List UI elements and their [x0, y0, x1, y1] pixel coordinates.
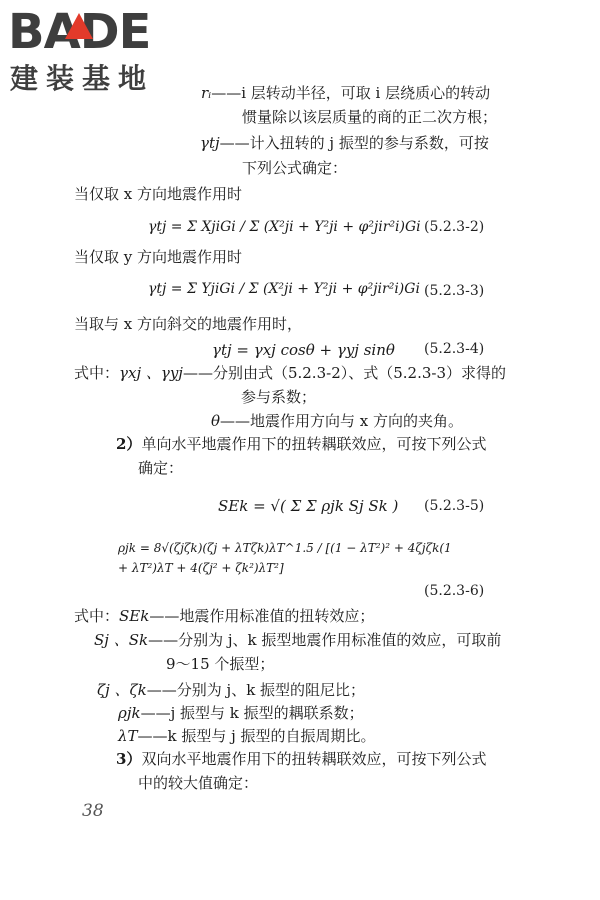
def-zeta-dash: —— [146, 681, 177, 699]
def-rho-line [118, 702, 364, 724]
equation-5-2-3-4: γtj = γxj cosθ + γyj sinθ [212, 341, 395, 359]
def-s-text1: 分别为 j、k 振型地震作用标准值的效应，可取前 [178, 631, 502, 649]
item3-line1 [116, 748, 486, 770]
def-r-line2: 惯量除以该层质量的商的正二次方根； [242, 108, 498, 126]
def-gamma-text1: 计入扭转的 j 振型的参与系数，可按 [249, 134, 489, 152]
def-theta-text: 地震作用方向与 x 方向的夹角。 [250, 412, 464, 430]
def-lambda-symbol: λT [118, 727, 138, 745]
eqno-5-2-3-4: (5.2.3-4) [424, 341, 485, 357]
item3-number: 3） [116, 750, 142, 768]
eqno-5-2-3-5: (5.2.3-5) [424, 498, 485, 514]
def-s-line2: 9～15 个振型； [166, 655, 275, 673]
def-rho-text: j 振型与 k 振型的耦联系数； [170, 704, 364, 722]
item2-line1 [116, 433, 486, 455]
equation-5-2-3-6: ρjk = 8√(ζjζk)(ζj + λTζk)λT^1.5 / [(1 − λT²)² + 4ζjζk(1 + λT²)λT + 4(ζj² + ζk²)λT²] [118, 541, 452, 575]
def-r-dash: —— [211, 84, 242, 102]
case-y-label: 当仅取 y 方向地震作用时 [74, 248, 243, 266]
def-lambda-dash: —— [137, 727, 168, 745]
item3-line2: 中的较大值确定： [138, 774, 259, 792]
case-oblique-label: 当取与 x 方向斜交的地震作用时， [74, 315, 302, 333]
def-rho-symbol: ρjk [118, 704, 141, 722]
eqno-5-2-3-6: (5.2.3-6) [424, 583, 485, 599]
brand-logo [8, 6, 183, 98]
def-s-dash: —— [148, 631, 179, 649]
item2-text1: 单向水平地震作用下的扭转耦联效应，可按下列公式 [141, 435, 487, 453]
def-lambda-text: k 振型与 j 振型的自振周期比。 [167, 727, 376, 745]
where2-dash: —— [149, 607, 180, 625]
page-number: 38 [82, 801, 104, 821]
where2-prefix: 式中： [74, 607, 120, 625]
def-r-line1 [201, 82, 490, 104]
def-r-text1: i 层转动半径，可取 i 层绕质心的转动 [241, 84, 491, 102]
logo-text: BADE [8, 4, 151, 60]
item2-line2: 确定： [138, 459, 184, 477]
where2-line [74, 605, 374, 627]
logo-triangle-icon [65, 13, 93, 39]
def-zeta-line [97, 679, 365, 701]
def-gamma-line2: 下列公式确定： [242, 159, 348, 177]
logo-subtitle: 建装基地 [10, 62, 155, 95]
where1-text1: 分别由式（5.2.3-2）、式（5.2.3-3）求得的 [212, 364, 507, 382]
equation-5-2-3-5: SEk = √( Σ Σ ρjk Sj Sk ) [218, 497, 399, 515]
item3-text1: 双向水平地震作用下的扭转耦联效应，可按下列公式 [141, 750, 487, 768]
def-theta-symbol: θ [211, 412, 221, 430]
def-gamma-dash: —— [219, 134, 250, 152]
equation-5-2-3-2: γtj = Σ XjiGi / Σ (X²ji + Y²ji + φ²jir²i)Gi [148, 219, 421, 235]
def-zeta-text: 分别为 j、k 振型的阻尼比； [176, 681, 366, 699]
case-x-label: 当仅取 x 方向地震作用时 [74, 185, 242, 203]
equation-5-2-3-3: γtj = Σ YjiGi / Σ (X²ji + Y²ji + φ²jir²i)Gi [148, 281, 420, 297]
where1-line2: 参与系数； [241, 388, 317, 406]
def-gamma-line1 [200, 132, 489, 154]
where2-symbol: SEk [119, 607, 150, 625]
where2-text: 地震作用标准值的扭转效应； [179, 607, 375, 625]
where1-symbol: γxj 、γyj [119, 364, 183, 382]
def-theta-line [211, 410, 463, 432]
eqno-5-2-3-2: (5.2.3-2) [424, 219, 485, 235]
def-rho-dash: —— [140, 704, 171, 722]
where1-prefix: 式中： [74, 364, 120, 382]
where1-line1 [74, 362, 506, 384]
def-zeta-symbol: ζj 、ζk [97, 681, 147, 699]
def-gamma-symbol: γtj [200, 134, 220, 152]
def-s-line1 [94, 629, 501, 651]
def-lambda-line [118, 725, 376, 747]
eqno-5-2-3-3: (5.2.3-3) [424, 283, 485, 299]
def-theta-dash: —— [220, 412, 251, 430]
def-r-symbol: rᵢ [201, 84, 212, 102]
item2-number: 2） [116, 435, 142, 453]
where1-dash: —— [182, 364, 213, 382]
def-s-symbol: Sj 、Sk [94, 631, 149, 649]
